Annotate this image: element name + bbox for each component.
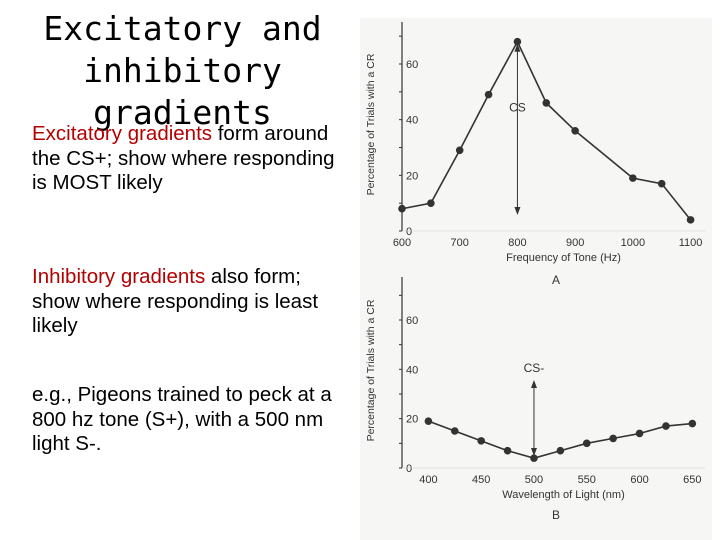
y-tick-label: 40 (406, 114, 419, 127)
data-point (477, 437, 485, 445)
data-point (689, 420, 697, 428)
title-line-2: inhibitory gradients (83, 51, 282, 132)
slide-title (0, 8, 365, 134)
data-point (687, 216, 695, 224)
data-point (542, 99, 550, 107)
x-tick-label: 900 (565, 237, 585, 249)
cs-arrow-head-bottom (514, 207, 520, 215)
x-tick-label: 500 (524, 474, 544, 486)
data-point (485, 91, 493, 99)
x-tick-label: 700 (450, 237, 469, 249)
x-tick-label: 800 (508, 237, 527, 249)
data-point (514, 38, 522, 46)
y-axis-label: Percentage of Trials with a CR (365, 299, 377, 442)
y-tick-label: 40 (406, 364, 419, 377)
data-point (609, 435, 617, 443)
title-line-1: Excitatory and (43, 9, 322, 48)
data-point (557, 447, 565, 455)
bullet-excitatory (32, 122, 342, 196)
data-point (530, 454, 538, 462)
data-point (636, 430, 644, 438)
data-point (658, 180, 666, 188)
y-tick-label: 0 (406, 226, 413, 238)
bullet-example (32, 383, 342, 457)
y-tick-label: 60 (406, 59, 419, 71)
x-axis-label: Wavelength of Light (nm) (502, 489, 625, 501)
x-tick-label: 550 (577, 474, 596, 486)
chart-panel-b (365, 277, 705, 522)
panel-label: A (551, 273, 561, 287)
x-tick-label: 600 (392, 237, 412, 249)
panel-label: B (551, 508, 561, 522)
data-point (425, 417, 433, 425)
data-point (451, 427, 459, 435)
x-tick-label: 450 (472, 474, 491, 486)
data-point (583, 440, 591, 448)
bullet-text: e.g., Pigeons trained to peck at a 800 hz tone (S+), with a 500 nm light S-. (32, 383, 332, 455)
data-point (398, 205, 406, 213)
y-tick-label: 20 (406, 413, 419, 426)
data-point (629, 174, 637, 182)
x-tick-label: 650 (683, 474, 702, 486)
x-tick-label: 400 (419, 474, 438, 486)
data-point (571, 127, 579, 135)
y-axis-label: Percentage of Trials with a CR (365, 53, 377, 196)
data-point (662, 422, 670, 430)
y-tick-label: 0 (406, 463, 413, 475)
cs-arrow-head-top (531, 380, 537, 388)
y-tick-label: 20 (406, 170, 419, 183)
chart-panel-a (365, 22, 705, 287)
x-tick-label: 1000 (620, 237, 646, 249)
cs-annotation: CS (509, 100, 526, 115)
y-tick-label: 60 (406, 315, 419, 327)
data-point (456, 146, 464, 154)
x-tick-label: 600 (630, 474, 649, 486)
data-point (427, 199, 435, 207)
data-point (504, 447, 512, 455)
series-line (402, 42, 691, 220)
x-axis-label: Frequency of Tone (Hz) (506, 252, 621, 264)
x-tick-label: 1100 (678, 237, 703, 249)
bullet-inhibitory (32, 265, 342, 339)
bullet-text: form around the CS+; show where responding is MOST likely (32, 122, 335, 194)
generalization-figure (360, 18, 712, 540)
bullet-highlight: Inhibitory gradients (32, 265, 206, 288)
cs-annotation: CS- (523, 361, 545, 375)
bullet-highlight: Excitatory gradients (32, 122, 213, 145)
bullet-text: also form; show where responding is least likely (32, 265, 319, 337)
